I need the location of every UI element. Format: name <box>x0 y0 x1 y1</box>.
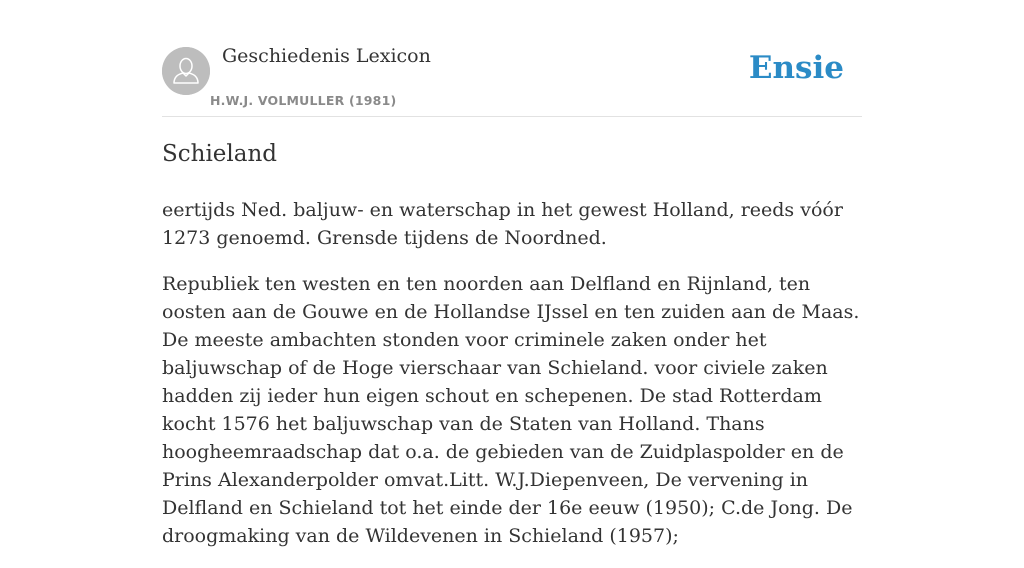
header <box>162 0 862 117</box>
brand-logo[interactable]: Ensie <box>748 50 844 86</box>
entry-title: Schieland <box>162 141 278 167</box>
user-silhouette-icon <box>162 47 210 95</box>
entry-paragraph: eertijds Ned. baljuw- en waterschap in het gewest Holland, reeds vóór 1273 genoemd. Grensde tijdens de Noordned. <box>162 199 843 249</box>
book-title[interactable]: Geschiedenis Lexicon <box>222 45 431 67</box>
entry-paragraph: Republiek ten westen en ten noorden aan Delfland en Rijnland, ten oosten aan de Gouwe en de Hollandse IJssel en ten zuiden aan de Maas. De meeste ambachten stonden voor criminele zaken onder het baljuwschap of de Hoge vierschaar van Schieland. voor civiele zaken hadden zij ieder hun eigen schout en schepenen. De stad Rotterdam kocht 1576 het baljuwschap van de Staten van Holland. Thans hoogheemraadschap dat o.a. de gebieden van de Zuidplaspolder en de Prins Alexanderpolder omvat.Litt. W.J.Diepenveen, De vervening in Delfland en Schieland tot het einde der 16e eeuw (1950); C.de Jong. De droogmaking van de Wildevenen in Schieland (1957); <box>162 273 860 547</box>
author-name[interactable]: H.W.J. VOLMULLER (1981) <box>210 93 397 108</box>
author-avatar[interactable] <box>162 47 210 95</box>
entry-content <box>162 138 864 568</box>
